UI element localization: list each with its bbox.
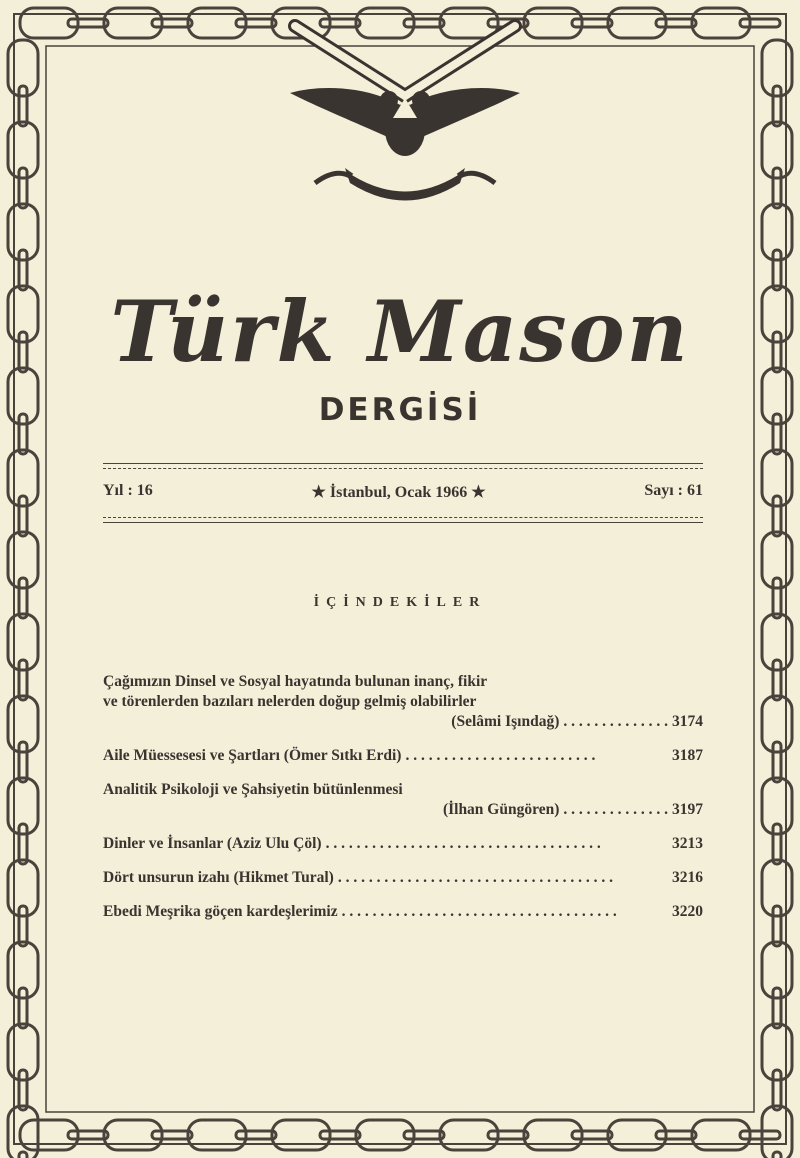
chain-link bbox=[762, 532, 792, 588]
toc-entry bbox=[103, 746, 703, 766]
chain-link bbox=[19, 660, 27, 700]
toc-entry-title: Aile Müessesesi ve Şartları (Ömer Sıtkı Erdi) bbox=[103, 747, 402, 764]
toc-page-number: 3197 bbox=[672, 801, 703, 818]
chain-link bbox=[19, 742, 27, 782]
chain-link bbox=[236, 1131, 276, 1139]
chain-link bbox=[762, 122, 792, 178]
chain-link bbox=[19, 906, 27, 946]
double-headed-eagle-emblem bbox=[285, 18, 525, 208]
chain-link bbox=[773, 1152, 781, 1158]
chain-link bbox=[236, 19, 276, 27]
leader-dots: . . . . . . . . . . . . . . . . . . . . . . . . . . . . . . . . . . . . bbox=[325, 835, 601, 852]
chain-link bbox=[8, 450, 38, 506]
toc-page-number: 3213 bbox=[672, 835, 703, 852]
chain-link bbox=[68, 19, 108, 27]
toc-entry-title: Çağımızın Dinsel ve Sosyal hayatında bulunan inanç, fikir bbox=[103, 673, 488, 690]
chain-link bbox=[8, 122, 38, 178]
chain-link bbox=[572, 1131, 612, 1139]
leader-dots: . . . . . . . . . . . . . . . . . . . . . . . . . . . . . . . . . . . . bbox=[341, 903, 617, 920]
chain-link bbox=[488, 1131, 528, 1139]
toc-page-number: 3174 bbox=[672, 713, 703, 730]
chain-link bbox=[773, 496, 781, 536]
chain-link bbox=[773, 86, 781, 126]
issue-number-label: Sayı : 61 bbox=[644, 482, 703, 499]
chain-link bbox=[19, 1152, 27, 1158]
chain-link bbox=[8, 778, 38, 834]
issue-info-line bbox=[103, 482, 703, 502]
toc-entry-author: (Selâmi Işındağ) bbox=[451, 713, 560, 730]
divider-rule bbox=[103, 522, 703, 523]
chain-link bbox=[19, 168, 27, 208]
chain-link bbox=[762, 1024, 792, 1080]
chain-link bbox=[773, 988, 781, 1028]
chain-link bbox=[8, 40, 38, 96]
leader-dots: . . . . . . . . . . . . . . bbox=[563, 713, 668, 730]
volume-label: Yıl : 16 bbox=[103, 482, 153, 499]
divider-rule bbox=[103, 468, 703, 469]
leader-dots: . . . . . . . . . . . . . . bbox=[563, 801, 668, 818]
chain-link bbox=[773, 168, 781, 208]
chain-link bbox=[19, 1070, 27, 1110]
toc-entry-title: Dinler ve İnsanlar (Aziz Ulu Çöl) bbox=[103, 835, 322, 852]
toc-entry bbox=[103, 672, 703, 732]
chain-link bbox=[762, 40, 792, 96]
chain-link bbox=[8, 860, 38, 916]
chain-link bbox=[68, 1131, 108, 1139]
chain-link bbox=[8, 204, 38, 260]
toc-entry-title: ve törenlerden bazıları nelerden doğup gelmiş olabilirler bbox=[103, 693, 477, 710]
chain-link bbox=[762, 860, 792, 916]
chain-link bbox=[19, 824, 27, 864]
chain-link bbox=[404, 1131, 444, 1139]
toc-entry bbox=[103, 868, 703, 888]
chain-link bbox=[152, 1131, 192, 1139]
chain-link bbox=[762, 614, 792, 670]
contents-heading: İÇİNDEKİLER bbox=[313, 595, 487, 610]
chain-link bbox=[152, 19, 192, 27]
chain-link bbox=[320, 1131, 360, 1139]
toc-entry-title: Dört unsurun izahı (Hikmet Tural) bbox=[103, 869, 334, 886]
divider-rule bbox=[103, 463, 703, 464]
chain-link bbox=[656, 1131, 696, 1139]
chain-link bbox=[773, 742, 781, 782]
toc-page-number: 3220 bbox=[672, 903, 703, 920]
toc-entry bbox=[103, 834, 703, 854]
toc-entry bbox=[103, 902, 703, 922]
chain-link bbox=[19, 496, 27, 536]
toc-entry-author: (İlhan Güngören) bbox=[442, 801, 560, 818]
table-of-contents bbox=[103, 672, 703, 936]
chain-link bbox=[762, 942, 792, 998]
chain-link bbox=[740, 1131, 780, 1139]
chain-link bbox=[762, 778, 792, 834]
chain-link bbox=[773, 906, 781, 946]
chain-link bbox=[19, 988, 27, 1028]
chain-link bbox=[8, 532, 38, 588]
toc-entry-title: Ebedi Meşrika göçen kardeşlerimiz bbox=[103, 903, 338, 920]
chain-link bbox=[762, 696, 792, 752]
chain-link bbox=[8, 696, 38, 752]
chain-link bbox=[773, 824, 781, 864]
leader-dots: . . . . . . . . . . . . . . . . . . . . . . . . . bbox=[405, 747, 596, 764]
chain-link bbox=[762, 204, 792, 260]
chain-link bbox=[8, 1024, 38, 1080]
magazine-subtitle: DERGİSİ bbox=[318, 392, 482, 428]
magazine-title: Türk Mason bbox=[110, 282, 690, 381]
toc-entry-title: Analitik Psikoloji ve Şahsiyetin bütünlenmesi bbox=[103, 781, 403, 798]
chain-link bbox=[8, 942, 38, 998]
divider-rule bbox=[103, 517, 703, 518]
leader-dots: . . . . . . . . . . . . . . . . . . . . . . . . . . . . . . . . . . . . bbox=[337, 869, 613, 886]
chain-link bbox=[572, 19, 612, 27]
toc-entry bbox=[103, 780, 703, 820]
chain-link bbox=[656, 19, 696, 27]
toc-page-number: 3187 bbox=[672, 747, 703, 764]
place-date-label: ★ İstanbul, Ocak 1966 ★ bbox=[311, 484, 486, 501]
chain-link bbox=[740, 19, 780, 27]
chain-link bbox=[19, 86, 27, 126]
chain-link bbox=[8, 614, 38, 670]
chain-link bbox=[773, 660, 781, 700]
chain-link bbox=[762, 450, 792, 506]
toc-page-number: 3216 bbox=[672, 869, 703, 886]
chain-link bbox=[773, 1070, 781, 1110]
